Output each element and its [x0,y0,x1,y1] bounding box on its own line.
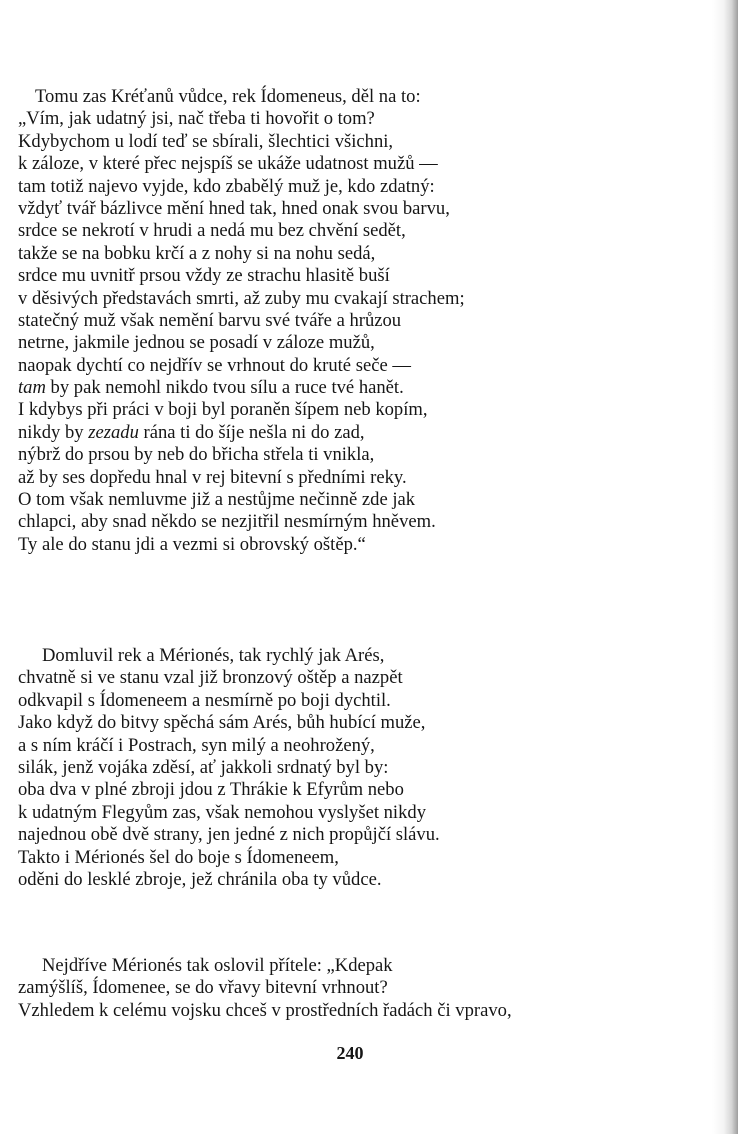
verse-line: statečný muž však nemění barvu své tváře a hrůzou [18,309,402,331]
verse-line: nikdy by zezadu rána ti do šíje nešla ni do zad, [18,421,365,443]
verse-line: Vzhledem k celému vojsku chceš v prostředních řadách či vpravo, [18,999,512,1021]
verse-line: Jako když do bitvy spěchá sám Arés, bůh hubící muže, [18,712,426,734]
page-edge-shadow [712,0,738,1134]
verse-line: „Vím, jak udatný jsi, nač třeba ti hovořit o tom? [18,108,375,130]
page-number: 240 [336,1043,364,1063]
verse-line: takže se na bobku krčí a z nohy si na nohu sedá, [18,242,376,264]
stanza-3 [0,955,700,1022]
verse-line: Tomu zas Kréťanů vůdce, rek Ídomeneus, děl na to: [35,86,421,107]
verse-line: a s ním kráčí i Postrach, syn milý a neohrožený, [18,734,375,756]
verse-line: Nejdříve Mérionés tak oslovil přítele: „Kdepak [42,955,393,976]
verse-line: nýbrž do prsou by neb do břicha střela ti vnikla, [18,444,375,466]
verse-line: k záloze, v které přec nejspíš se ukáže udatnost mužů — [18,153,438,175]
stanza-2 [0,645,700,891]
verse-line: Takto i Mérionés šel do boje s Ídomeneem, [18,846,339,868]
stanza-1 [0,86,700,556]
verse-line: chlapci, aby snad někdo se nezjitřil nesmírným hněvem. [18,511,436,533]
verse-line: v děsivých představách smrti, až zuby mu cvakají strachem; [18,287,465,309]
verse-line: vždyť tvář bázlivce mění hned tak, hned onak svou barvu, [18,197,450,219]
verse-line: tam totiž najevo vyjde, kdo zbabělý muž je, kdo zdatný: [18,175,435,197]
verse-line: Ty ale do stanu jdi a vezmi si obrovský oštěp.“ [18,533,366,555]
verse-line: naopak dychtí co nejdřív se vrhnout do kruté seče — [18,354,411,376]
verse-line: srdce mu uvnitř prsou vždy ze strachu hlasitě buší [18,265,390,287]
verse-line: odkvapil s Ídomeneem a nesmírně po boji dychtil. [18,689,391,711]
verse-line: až by ses dopředu hnal v rej bitevní s předními reky. [18,466,407,488]
verse-line: netrne, jakmile jednou se posadí v záloze mužů, [18,332,375,354]
verse-line: silák, jenž vojáka zděsí, ať jakkoli srdnatý byl by: [18,756,389,778]
verse-line: Kdybychom u lodí teď se sbírali, šlechtici všichni, [18,130,394,152]
verse-line: chvatně si ve stanu vzal již bronzový oštěp a nazpět [18,667,403,689]
verse-line: srdce se nekrotí v hrudi a nedá mu bez chvění sedět, [18,220,406,242]
verse-line: O tom však nemluvme již a nestůjme nečinně zde jak [18,489,416,511]
verse-line: tam by pak nemohl nikdo tvou sílu a ruce tvé hanět. [18,377,404,399]
verse-line: I kdybys při práci v boji byl poraněn šípem neb kopím, [18,399,428,421]
verse-line: zamýšlíš, Ídomenee, se do vřavy bitevní vrhnout? [18,977,388,999]
verse-line: k udatným Flegyům zas, však nemohou vyslyšet nikdy [18,801,426,823]
verse-line: oba dva v plné zbroji jdou z Thrákie k Efyrům nebo [18,779,404,801]
verse-line: najednou obě dvě strany, jen jedné z nich propůjčí slávu. [18,824,440,846]
verse-line: Domluvil rek a Mérionés, tak rychlý jak Arés, [42,645,385,666]
verse-line: oděni do lesklé zbroje, jež chránila oba ty vůdce. [18,868,382,890]
